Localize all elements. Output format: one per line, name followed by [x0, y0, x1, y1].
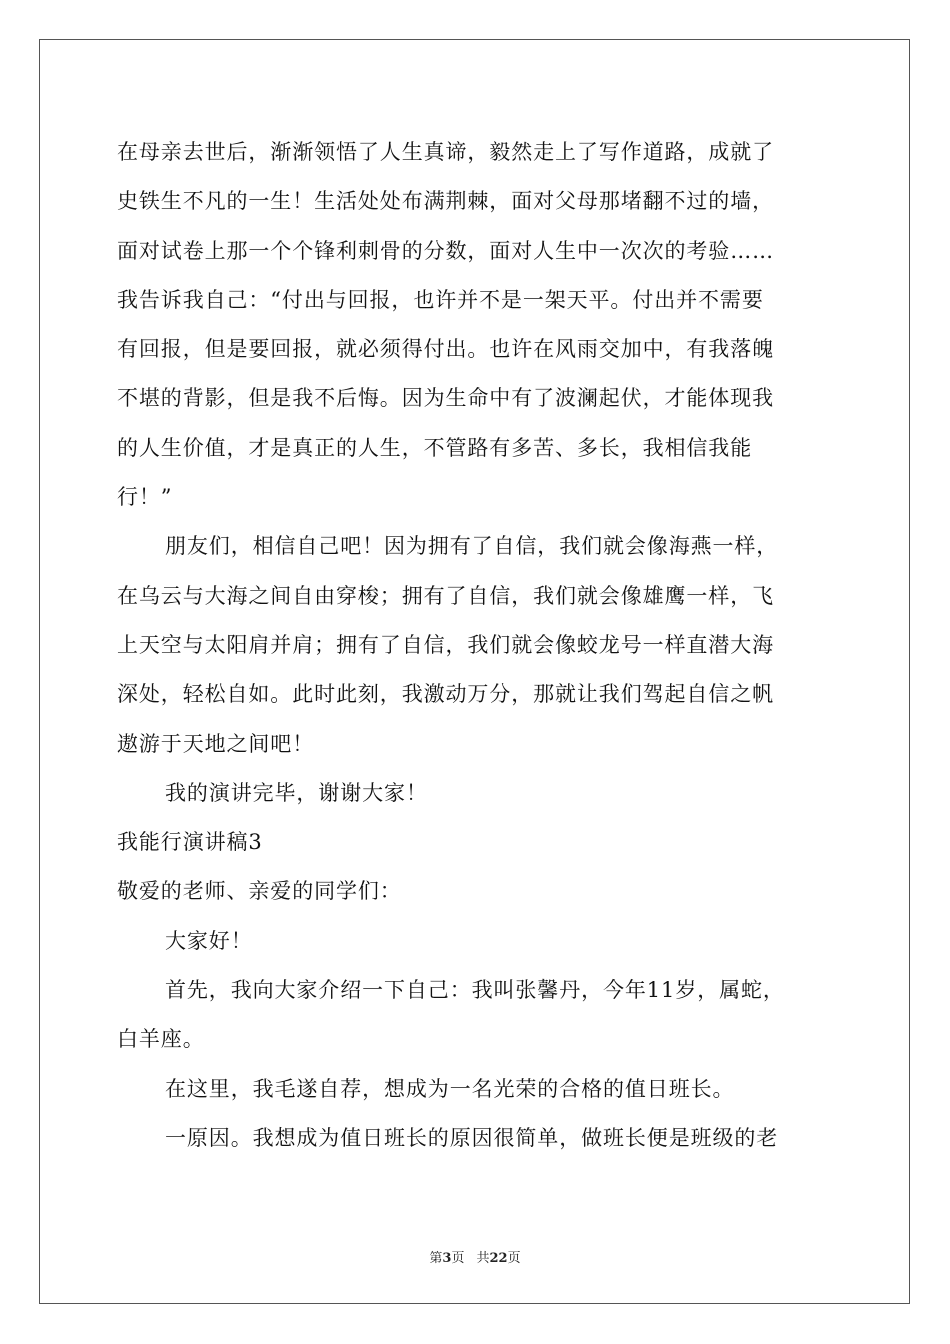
- paragraph-start-line: 朋友们，相信自己吧！因为拥有了自信，我们就会像海燕一样，: [165, 534, 779, 559]
- text-line: 深处，轻松自如。此时此刻，我激动万分，那就让我们驾起自信之帆: [117, 682, 774, 707]
- paragraph-start-line: 一原因。我想成为值日班长的原因很简单，做班长便是班级的老: [165, 1125, 779, 1150]
- footer-total-suffix: 页: [507, 1251, 521, 1266]
- paragraph-start-line: 我的演讲完毕，谢谢大家！: [165, 780, 428, 805]
- text-line: 史铁生不凡的一生！生活处处布满荆棘，面对父母那堵翻不过的墙，: [117, 189, 774, 214]
- section-heading: 我能行演讲稿3: [117, 830, 263, 855]
- paragraph-start-line: 首先，我向大家介绍一下自己：我叫张馨丹，今年11岁，属蛇，: [165, 978, 785, 1003]
- text-line: 有回报，但是要回报，就必须得付出。也许在风雨交加中，有我落魄: [117, 337, 774, 362]
- page-footer: [0, 1247, 950, 1266]
- footer-page-prefix: 第: [429, 1251, 443, 1266]
- salutation-line: 敬爱的老师、亲爱的同学们：: [117, 879, 402, 904]
- paragraph-start-line: 在这里，我毛遂自荐，想成为一名光荣的合格的值日班长。: [165, 1076, 735, 1101]
- text-line: 的人生价值，才是真正的人生，不管路有多苦、多长，我相信我能: [117, 435, 753, 460]
- text-line: 白羊座。: [117, 1027, 205, 1052]
- text-line: 上天空与太阳肩并肩；拥有了自信，我们就会像蛟龙号一样直潜大海: [117, 632, 774, 657]
- text-line: 我告诉我自己：“付出与回报，也许并不是一架天平。付出并不需要: [117, 287, 764, 312]
- text-line: 行！”: [117, 485, 173, 510]
- text-line: 遨游于天地之间吧！: [117, 731, 315, 756]
- footer-total-pages: 22: [489, 1251, 508, 1266]
- greeting-line: 大家好！: [165, 928, 253, 953]
- text-line: 不堪的背影，但是我不后悔。因为生命中有了波澜起伏，才能体现我: [117, 386, 774, 411]
- text-line: 面对试卷上那一个个锋利刺骨的分数，面对人生中一次次的考验……: [117, 238, 774, 263]
- footer-page-suffix: 页: [451, 1251, 465, 1266]
- footer-total-prefix: 共: [476, 1251, 490, 1266]
- text-line: 在乌云与大海之间自由穿梭；拥有了自信，我们就会像雄鹰一样，飞: [117, 583, 774, 608]
- footer-page-number: 3: [442, 1251, 452, 1266]
- text-line: 在母亲去世后，渐渐领悟了人生真谛，毅然走上了写作道路，成就了: [117, 140, 774, 164]
- document-body: [117, 128, 837, 1163]
